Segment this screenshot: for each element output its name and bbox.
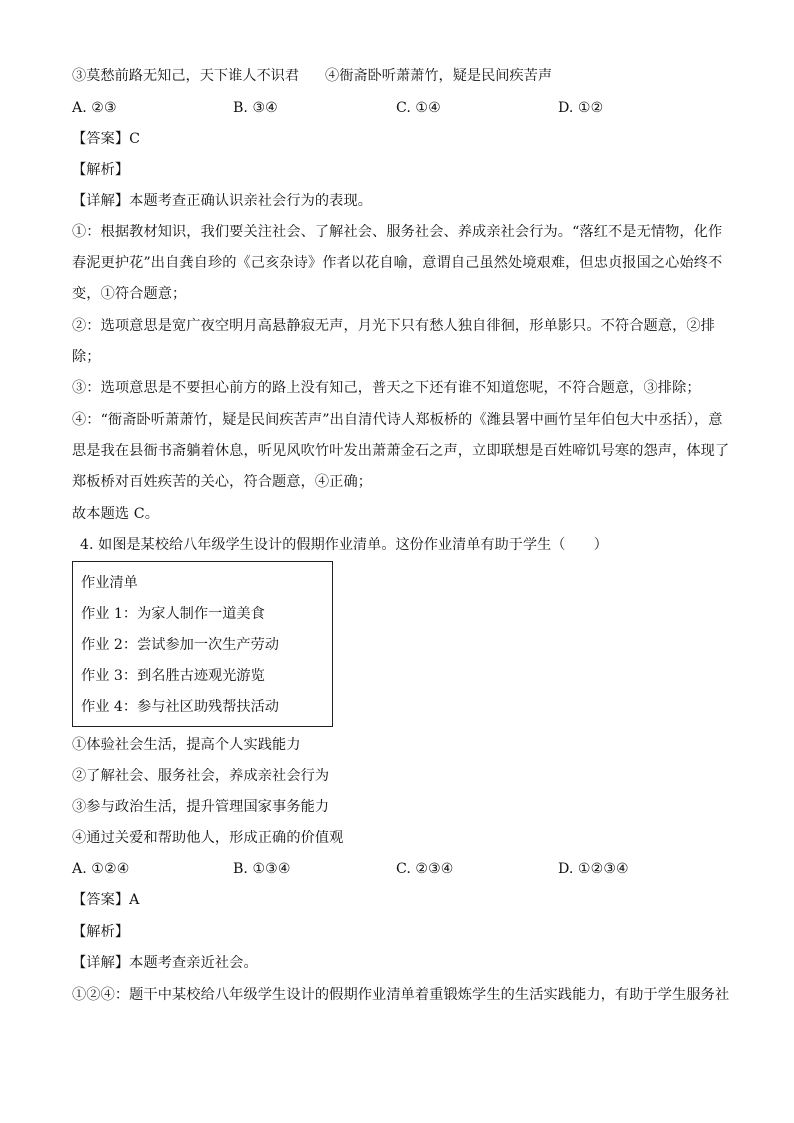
q3-choice-a: A. ②③ (72, 100, 117, 116)
q3-p1-line3: 变，①符合题意； (72, 286, 187, 302)
q4-stem: 4. 如图是某校给八年级学生设计的假期作业清单。这份作业清单有助于学生（ ） (80, 537, 608, 553)
q4-choice-b: B. ①③④ (233, 861, 291, 877)
q3-detail: 【详解】本题考查正确认识亲社会行为的表现。 (72, 193, 373, 209)
q4-statement-4: ④通过关爱和帮助他人，形成正确的价值观 (72, 830, 344, 846)
q3-conclusion: 故本题选 C。 (72, 506, 160, 522)
q3-choice-c: C. ①④ (396, 100, 441, 116)
q3-p3-line1: ③：选项意思是不要担心前方的路上没有知己，普天之下还有谁不知道您呢，不符合题意，③排除； (72, 380, 701, 396)
q3-p4-line3: 郑板桥对百姓疾苦的关心，符合题意，④正确； (72, 474, 373, 490)
q3-option-3: ③莫愁前路无知己，天下谁人不识君 (72, 68, 300, 84)
q3-p1-line1: ①：根据教材知识，我们要关注社会、了解社会、服务社会、养成亲社会行为。“落红不是无情物，化作 (72, 224, 723, 240)
q3-choices (72, 98, 732, 118)
q4-statement-1: ①体验社会生活，提高个人实践能力 (72, 737, 301, 753)
q4-choices (72, 859, 732, 879)
q4-choice-c: C. ②③④ (396, 861, 454, 877)
homework-list-box (72, 561, 333, 727)
q4-detail: 【详解】本题考查亲近社会。 (72, 955, 258, 971)
homework-item-2: 作业 2：尝试参加一次生产劳动 (81, 637, 279, 653)
q4-answer: 【答案】A (72, 892, 140, 908)
homework-item-3: 作业 3：到名胜古迹观光游览 (81, 668, 265, 684)
q4-statement-2: ②了解社会、服务社会，养成亲社会行为 (72, 768, 330, 784)
q3-p2-line2: 除； (72, 349, 101, 365)
homework-item-4: 作业 4：参与社区助残帮扶活动 (81, 699, 279, 715)
q3-analysis-title: 【解析】 (72, 162, 130, 178)
q4-p1-line1: ①②④：题干中某校给八年级学生设计的假期作业清单着重锻炼学生的生活实践能力，有助于学生服务社 (72, 987, 730, 1003)
q3-option-4: ④衙斋卧听萧萧竹，疑是民间疾苦声 (325, 68, 553, 84)
q3-answer: 【答案】C (72, 131, 141, 147)
homework-item-1: 作业 1：为家人制作一道美食 (81, 606, 265, 622)
q4-choice-d: D. ①②③④ (558, 861, 629, 877)
q3-p1-line2: 春泥更护花”出自龚自珍的《己亥杂诗》作者以花自喻，意谓自己虽然处境艰难，但忠贞报国之心始终不 (72, 255, 723, 271)
q3-option-line (72, 66, 732, 86)
homework-list-title: 作业清单 (81, 575, 138, 591)
q3-p4-line1: ④：“衙斋卧听萧萧竹，疑是民间疾苦声”出自清代诗人郑板桥的《潍县署中画竹呈年伯包大中丞括），意 (72, 412, 723, 428)
q3-choice-d: D. ①② (558, 100, 604, 116)
q3-p2-line1: ②：选项意思是宽广夜空明月高悬静寂无声，月光下只有愁人独自徘徊，形单影只。不符合题意，②排 (72, 318, 715, 334)
q4-statement-3: ③参与政治生活，提升管理国家事务能力 (72, 799, 330, 815)
q3-p4-line2: 思是我在县衙书斋躺着休息，听见风吹竹叶发出萧萧金石之声，立即联想是百姓啼饥号寒的怨声，体现了 (72, 443, 730, 459)
q4-choice-a: A. ①②④ (72, 861, 130, 877)
q3-choice-b: B. ③④ (233, 100, 278, 116)
q4-analysis-title: 【解析】 (72, 924, 130, 940)
